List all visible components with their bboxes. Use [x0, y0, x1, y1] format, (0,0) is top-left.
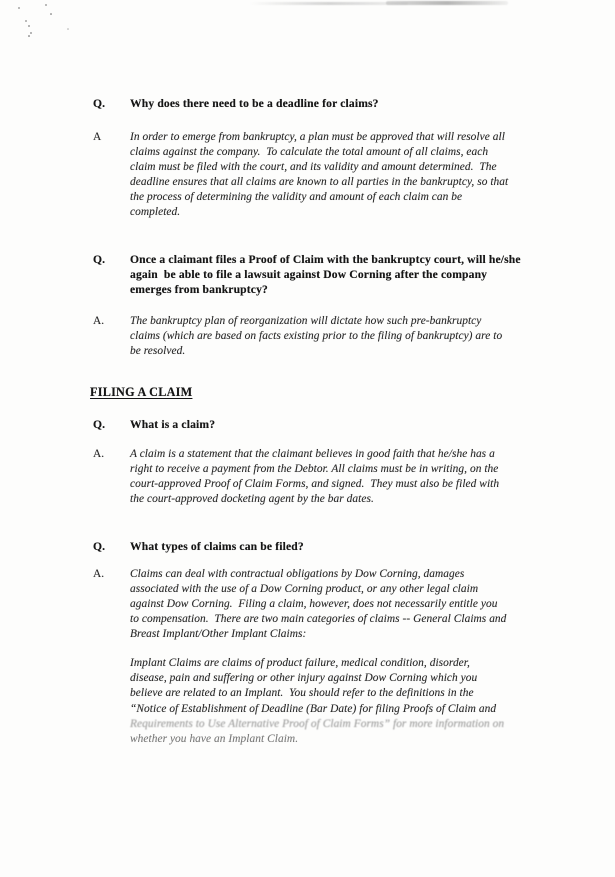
answer-block-1 [93, 130, 508, 220]
answer-label: A. [93, 448, 105, 460]
question-label: Q. [93, 418, 106, 431]
answer-label: A. [93, 568, 105, 580]
scan-speck [28, 35, 30, 37]
question-block-3 [93, 417, 215, 432]
scan-speck [30, 32, 32, 34]
question-text: Once a claimant files a Proof of Claim with the bankruptcy court, will he/she again be able to file a lawsuit against Dow Corning after the company emerges from bankruptcy? [130, 253, 521, 297]
question-label: Q. [93, 253, 106, 266]
answer-label: A [93, 131, 102, 143]
implant-claims-note: Implant Claims are claims of product failure, medical condition, disorder, disease, pain and suffering or other injury against Dow Corning which you believe are related to an Implant. You should refer to the definitions in the “Notice of Establishment of Deadline (Bar Date) for filing Proofs of Claim and Requirements to Use Alternative Proof of Claim Forms” for more information on whether you have an Implant Claim. [130, 657, 505, 746]
question-block-4 [93, 539, 304, 554]
scan-speck [67, 28, 69, 30]
answer-text: The bankruptcy plan of reorganization will dictate how such pre-bankruptcy claims (which are based on facts existing prior to the filing of bankruptcy) are to be resolved. [130, 315, 503, 357]
scan-streak [250, 2, 408, 5]
question-text: Why does there need to be a deadline for claims? [130, 97, 379, 110]
scan-speck [50, 13, 52, 15]
answer-block-4 [93, 567, 506, 642]
answer-label: A. [93, 315, 105, 327]
question-block-1 [93, 96, 379, 111]
question-block-2 [93, 252, 521, 298]
scan-speck [45, 4, 47, 6]
answer-text: Claims can deal with contractual obligations by Dow Corning, damages associated with the use of a Dow Corning product, or any other legal claim against Dow Corning. Filing a claim, however, does not necessarily entitle you to compensation. There are two main categories of claims -- General Claims and Breast Implant/Other Implant Claims: [130, 568, 507, 640]
answer-block-3 [93, 447, 499, 507]
question-label: Q. [93, 97, 106, 110]
question-text: What is a claim? [130, 418, 216, 431]
answer-block-2 [93, 314, 502, 359]
answer-text: A claim is a statement that the claimant believes in good faith that he/she has a right to receive a payment from the Debtor. All claims must be in writing, on the court-approved Proof of Claim Forms, and signed. They must also be filed with the court-approved docketing agent by the bar dates. [130, 448, 500, 505]
question-label: Q. [93, 540, 106, 553]
scan-streak [386, 1, 508, 5]
answer-text: In order to emerge from bankruptcy, a plan must be approved that will resolve all claims against the company. To calculate the total amount of all claims, each claim must be filed with the court, and its validity and amount determined. The deadline ensures that all claims are known to all parties in the bankruptcy, so that the process of determining the validity and amount of each claim can be completed. [130, 131, 509, 218]
scan-speck [25, 20, 27, 22]
scan-speck [18, 7, 20, 9]
question-text: What types of claims can be filed? [130, 540, 304, 553]
section-heading: FILING A CLAIM [90, 385, 193, 399]
scan-speck [28, 25, 30, 27]
